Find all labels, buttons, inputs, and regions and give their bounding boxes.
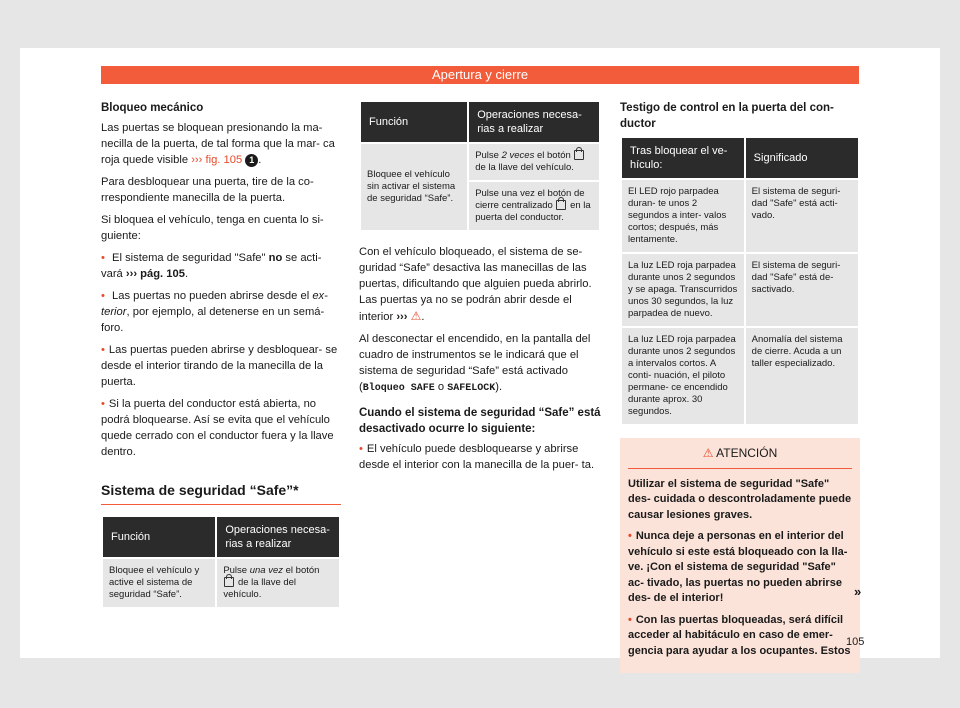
fig-reference-link[interactable]: ››› fig. 105 xyxy=(191,154,243,166)
table-row: La luz LED roja parpadea durante unos 2 segundos a intervalos cortos. A conti- nuación, el piloto permane- ce encendido durante aprox. 30 segundos. Anomalía del sistema de cierre. Acuda a un taller especializado. xyxy=(622,328,858,424)
paragraph: Con el vehículo bloqueado, el sistema de se- guridad “Safe” desactiva las manecillas de las puertas, dificultando que alguien pueda abrirlo. Las puertas ya no se podrán abrir desde el interior ››› ⚠. xyxy=(359,246,592,323)
table-row: El LED rojo parpadea duran- te unos 2 segundos a inter- valos cortos; después, más lentamente. El sistema de seguri- dad "Safe" está acti- vado. xyxy=(622,180,858,252)
warning-bullet: • Nunca deje a personas en el interior del vehículo si este está bloqueado con la lla- ve. ¡Con el sistema de seguridad "Safe" ac- tivado, las puertas no pueden abrirse des- de el interior! xyxy=(628,529,852,607)
paragraph: Para desbloquear una puerta, tire de la co- rrespondiente manecilla de la puerta. xyxy=(101,176,314,204)
page-number: 105 xyxy=(846,636,865,648)
safe-table-2 xyxy=(359,100,601,232)
column-2 xyxy=(359,100,601,479)
paragraph: Las puertas se bloquean presionando la ma- necilla de la puerta, de tal forma que la mar- ca roja quede visible ››› fig. 105 1 . xyxy=(101,122,335,166)
table-header: Operaciones necesa- rias a realizar xyxy=(469,102,599,142)
safe-table-1 xyxy=(101,515,341,609)
chapter-header: Apertura y cierre xyxy=(101,66,859,84)
table-row: La luz LED roja parpadea durante unos 2 segundos y se apaga. Transcurridos unos 30 segundos, la luz parpadea de nuevo. El sistema de seguri- dad "Safe" está de- sactivado. xyxy=(622,254,858,326)
warning-box xyxy=(620,438,860,673)
table-row: Bloquee el vehículo sin activar el sistema de seguridad “Safe”. Pulse 2 veces el botón de la llave del vehículo. xyxy=(361,144,599,180)
paragraph: Al desconectar el encendido, en la pantalla del cuadro de instrumentos se le indicará que el sistema de seguridad “Safe” está activado (Bloqueo SAFE o SAFELOCK). xyxy=(359,333,591,394)
lock-icon xyxy=(574,150,584,160)
lock-icon xyxy=(556,200,566,210)
continue-arrow-icon: » xyxy=(854,584,862,599)
section-title-safe: Sistema de seguridad “Safe”* xyxy=(101,482,341,505)
warning-title: ⚠ ATENCIÓN xyxy=(628,446,852,469)
lock-icon xyxy=(224,577,234,587)
bullet-item: • Las puertas no pueden abrirse desde el ex- terior, por ejemplo, al detenerse en un semá- foro. xyxy=(101,288,341,336)
paragraph: Si bloquea el vehículo, tenga en cuenta lo si- guiente: xyxy=(101,214,324,242)
table-header: Significado xyxy=(746,138,858,178)
heading-testigo: Testigo de control en la puerta del con- ductor xyxy=(620,102,834,130)
bullet-item: • Las puertas pueden abrirse y desbloquear- se desde el interior tirando de la manecilla de la puerta. xyxy=(101,342,341,390)
bullet-item: • Si la puerta del conductor está abierta, no podrá bloquearse. Así se evita que el vehículo quede cerrado con el conductor fuera y la llave dentro. xyxy=(101,396,341,460)
warning-triangle-icon: ⚠ xyxy=(702,446,714,460)
warning-paragraph: Utilizar el sistema de seguridad "Safe" des- cuidada o descontroladamente puede causar lesiones graves. xyxy=(628,477,852,521)
warning-bullet: • Con las puertas bloqueadas, será difícil acceder al habitáculo en caso de emer- gencia para ayudar a los ocupantes. Estos xyxy=(628,613,852,660)
heading-safe-desactivado: Cuando el sistema de seguridad “Safe” está desactivado ocurre lo siguiente: xyxy=(359,407,601,435)
table-header: Operaciones necesa- rias a realizar xyxy=(217,517,339,557)
table-row: Pulse una vez el botón de cierre centralizado en la puerta del conductor. xyxy=(361,182,599,230)
column-3 xyxy=(620,100,860,673)
heading-bloqueo-mecanico: Bloqueo mecánico xyxy=(101,102,204,114)
table-header: Función xyxy=(103,517,215,557)
table-header: Tras bloquear el ve- hículo: xyxy=(622,138,744,178)
callout-number: 1 xyxy=(245,154,258,167)
bullet-item: • El sistema de seguridad "Safe" no se acti- vará ››› pág. 105. xyxy=(101,250,341,282)
bullet-item: • El vehículo puede desbloquearse y abrirse desde el interior con la manecilla de la puer- ta. xyxy=(359,441,601,473)
led-table xyxy=(620,136,860,426)
column-1 xyxy=(101,100,341,609)
page-reference-link[interactable]: ››› pág. 105 xyxy=(125,268,185,280)
table-header: Función xyxy=(361,102,467,142)
warning-triangle-icon: ⚠ xyxy=(410,309,422,323)
table-row: Bloquee el vehículo y active el sistema de seguridad “Safe”. Pulse una vez el botón de la llave del vehículo. xyxy=(103,559,339,607)
